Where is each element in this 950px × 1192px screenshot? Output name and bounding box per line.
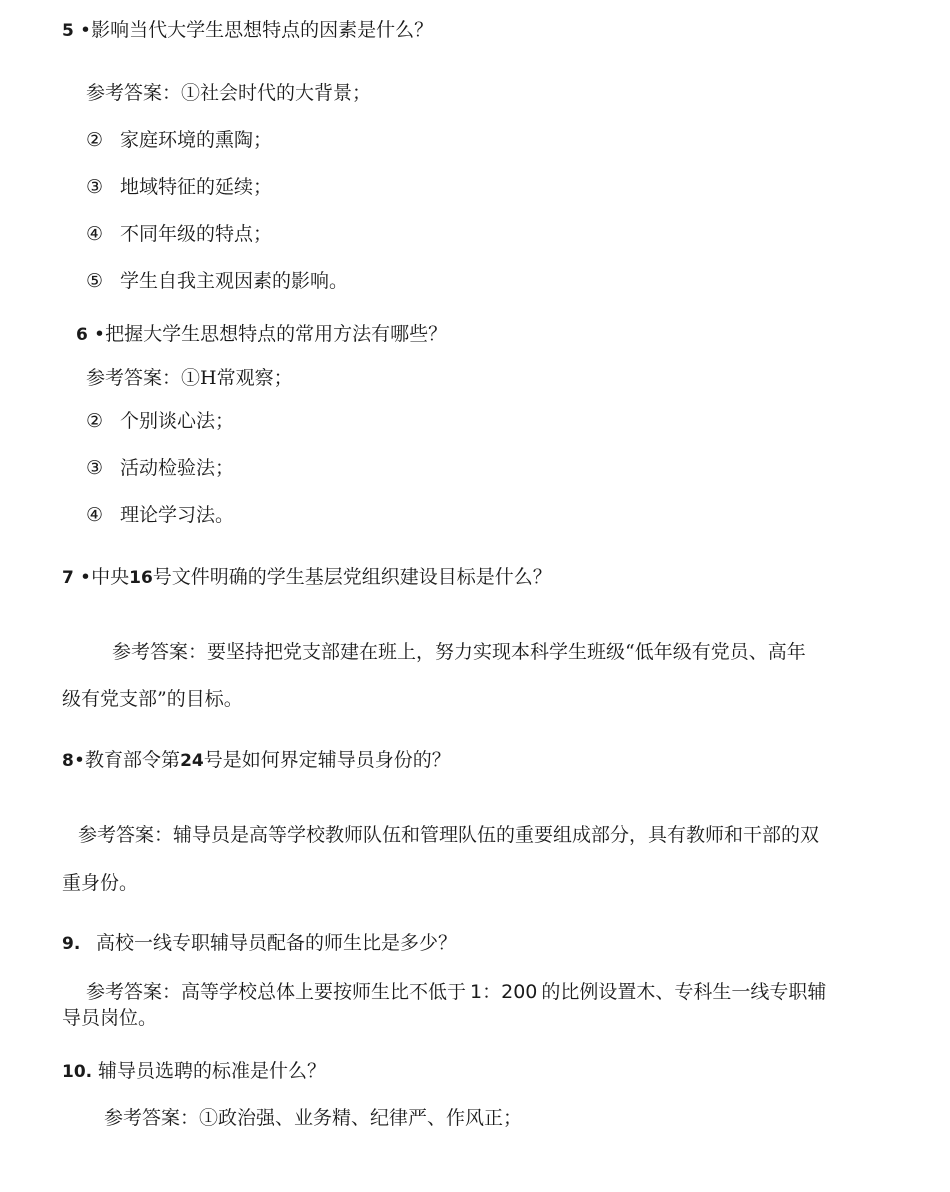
- answer-text: 级有党支部”的目标。: [62, 688, 243, 710]
- answer-item: ③ 活动检验法；: [86, 457, 235, 479]
- answer-text: 重身份。: [62, 872, 139, 894]
- question-6-title: [76, 322, 447, 347]
- question-text: 辅导员选聘的标准是什么？: [98, 1060, 327, 1082]
- question-8-title: 8•教育部令第24号是如何界定辅导员身份的？: [62, 749, 451, 771]
- answer-item: ② 家庭环境的熏陶；: [86, 129, 273, 151]
- question-text: •影响当代大学生思想特点的因素是什么？: [79, 19, 434, 41]
- question-number: 9.: [62, 934, 81, 954]
- answer-item: ③ 地域特征的延续；: [86, 176, 273, 198]
- answer-text: 导员岗位。: [62, 1007, 158, 1029]
- answer-item: ⑤ 学生自我主观因素的影响。: [86, 270, 349, 292]
- answer-intro: 参考答案：①政治强、业务精、纪律严、作风正；: [104, 1107, 523, 1129]
- answer-text: 参考答案：辅导员是高等学校教师队伍和管理队伍的重要组成部分，具有教师和干部的双: [78, 824, 820, 846]
- question-number: 10.: [62, 1062, 93, 1082]
- question-number: 6: [76, 325, 88, 345]
- answer-item: ④ 不同年级的特点；: [86, 223, 273, 245]
- answer-intro: 参考答案：①H常观察；: [86, 367, 293, 389]
- question-9-title: [62, 931, 457, 956]
- question-text: 高校一线专职辅导员配备的师生比是多少？: [96, 932, 458, 954]
- question-number: 7: [62, 568, 74, 588]
- answer-intro: 参考答案：①社会时代的大背景；: [86, 82, 372, 104]
- question-number: 8: [62, 751, 74, 771]
- answer-item: ② 个别谈心法；: [86, 410, 235, 432]
- question-7-title: 7 •中央16号文件明确的学生基层党组织建设目标是什么？: [62, 566, 552, 588]
- question-5-title: [62, 18, 433, 43]
- answer-text: 参考答案：高等学校总体上要按师生比不低于 1：200 的比例设置木、专科生一线专职辅: [86, 981, 827, 1003]
- question-10-title: [62, 1059, 326, 1084]
- question-number: 5: [62, 21, 74, 41]
- answer-text: 参考答案：要坚持把党支部建在班上，努力实现本科学生班级“低年级有党员、高年: [112, 641, 806, 663]
- answer-item: ④ 理论学习法。: [86, 504, 235, 526]
- question-text: •把握大学生思想特点的常用方法有哪些？: [93, 323, 448, 345]
